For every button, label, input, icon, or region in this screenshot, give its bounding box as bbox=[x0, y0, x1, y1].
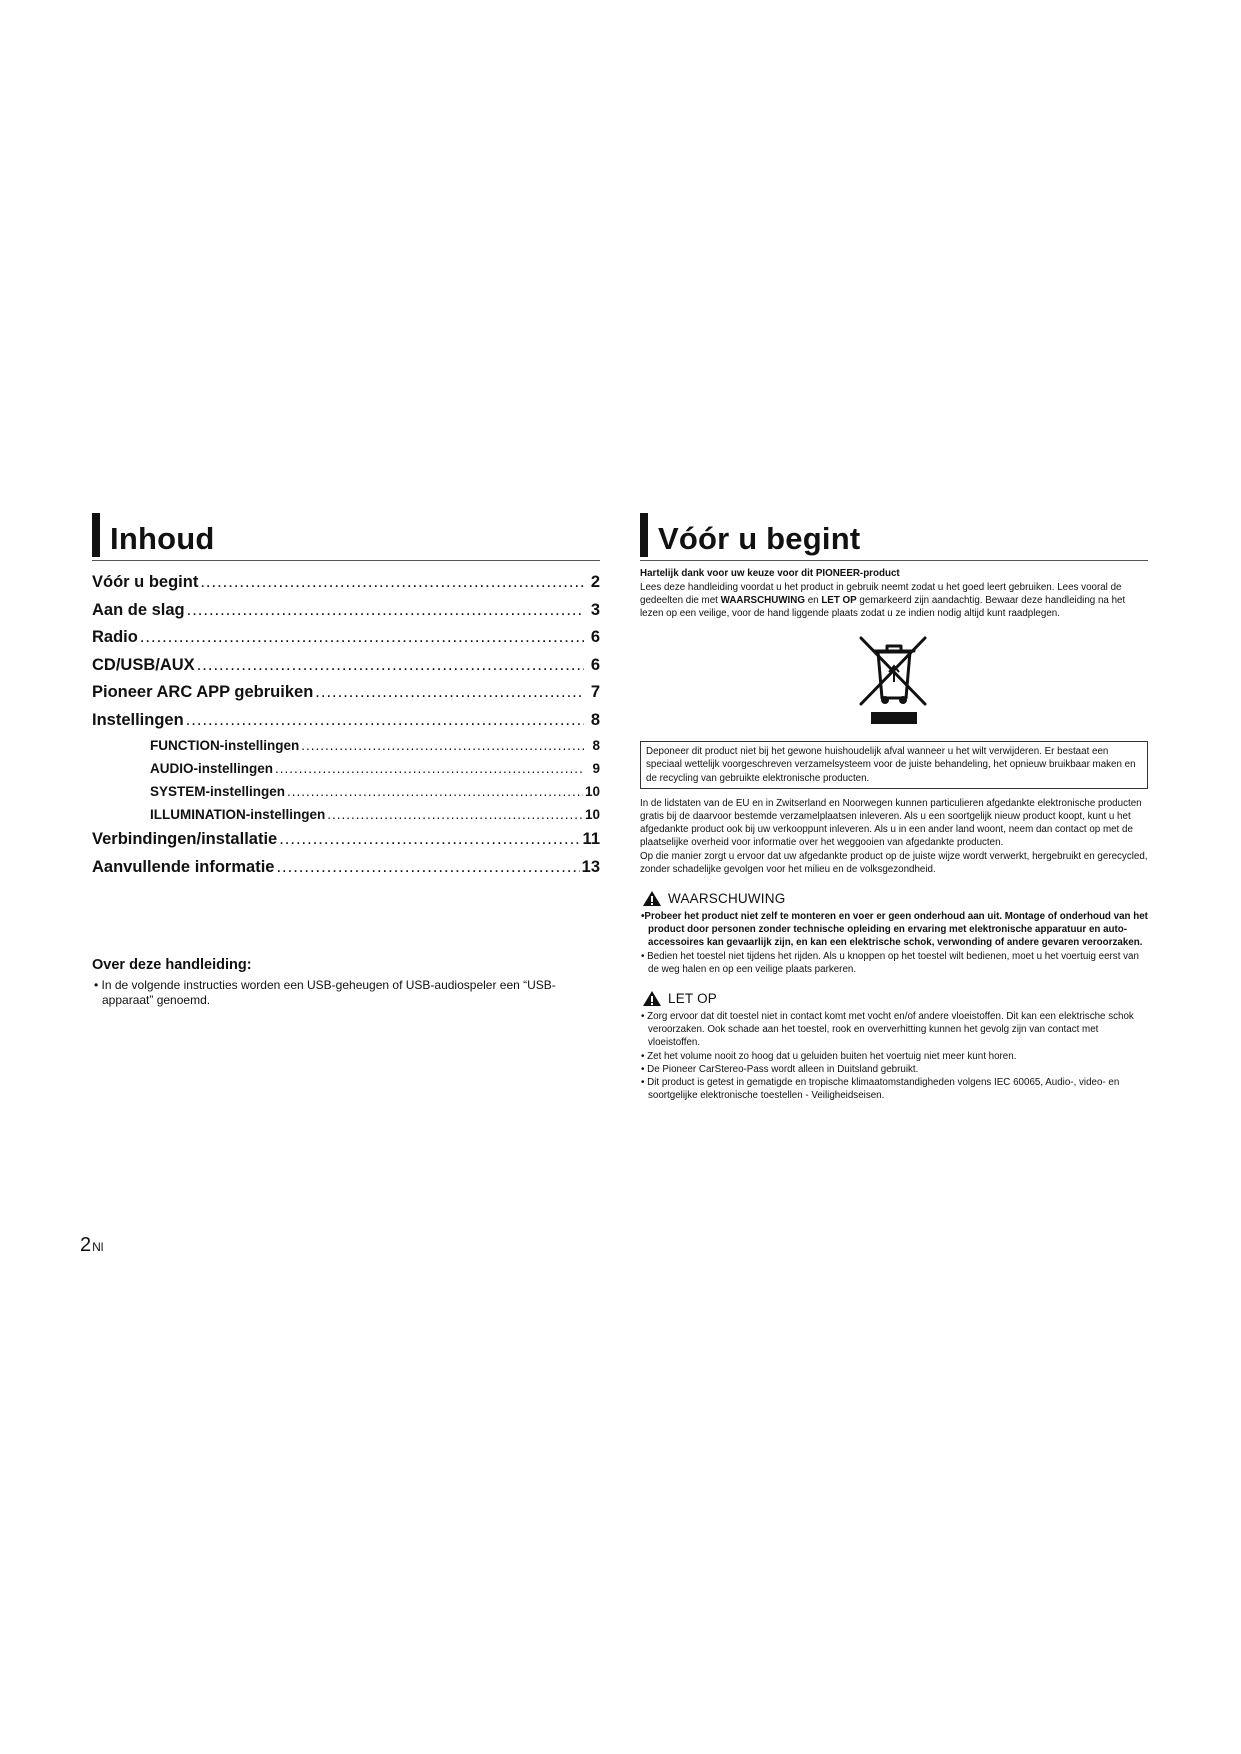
intro-title: Hartelijk dank voor uw keuze voor dit PIONEER-product bbox=[640, 568, 900, 579]
toc-entry[interactable] bbox=[92, 652, 600, 680]
page-language-code: Nl bbox=[92, 1240, 104, 1254]
toc-leader bbox=[197, 652, 584, 680]
toc-entry-label: Vóór u begint bbox=[92, 573, 199, 591]
toc-entry-label: CD/USB/AUX bbox=[92, 655, 195, 674]
before-you-start-column bbox=[640, 513, 1148, 1102]
toc-leader bbox=[287, 780, 583, 803]
warning-title: WAARSCHUWING bbox=[668, 890, 786, 906]
eu-disposal-info bbox=[640, 797, 1148, 876]
about-manual-title: Over deze handleiding: bbox=[92, 957, 252, 973]
toc-entry-page: 8 bbox=[590, 710, 600, 729]
toc-subentry-page: 8 bbox=[592, 738, 600, 753]
toc-entry[interactable] bbox=[92, 707, 600, 735]
caution-heading bbox=[640, 990, 1148, 1007]
toc-subentry-label: ILLUMINATION-instellingen bbox=[150, 807, 326, 822]
warning-triangle-icon bbox=[642, 890, 662, 907]
keyword-warning: WAARSCHUWING bbox=[720, 594, 805, 606]
toc-entry-page: 2 bbox=[590, 573, 600, 591]
caution-item: • Zet het volume nooit zo hoog dat u geluiden buiten het voertuig niet meer kunt horen. bbox=[641, 1050, 1017, 1062]
heading-bar bbox=[92, 513, 100, 557]
toc-leader bbox=[200, 569, 584, 597]
toc-subentry-page: 10 bbox=[584, 807, 600, 822]
toc-entry-page: 3 bbox=[590, 600, 600, 619]
caution-triangle-icon bbox=[642, 990, 662, 1007]
weee-symbol bbox=[640, 634, 1148, 731]
caution-title: LET OP bbox=[668, 990, 717, 1006]
eu-disposal-text-2: Op die manier zorgt u ervoor dat uw afgedankte product op de juiste wijze wordt verwerkt, hergebruikt en gerecycled, zonder schadelijke gevolgen voor het milieu en de volksgezondheid. bbox=[640, 850, 1148, 875]
disposal-notice-box bbox=[640, 741, 1148, 789]
toc-entry-label: Instellingen bbox=[92, 710, 184, 729]
eu-disposal-text: In de lidstaten van de EU en in Zwitserland en Noorwegen kunnen particulieren afgedankte elektronische producten gratis bij de daarvoor bestemde verzamelplaatsen inleveren. Als u een soortgelijk nieuw product koopt, kunt u het afgedankte product ook bij uw verkooppunt inleveren. Als u in een ander land woont, neem dan contact op met de plaatselijke overheid voor informatie over het weggooien van afgedankte producten. bbox=[640, 797, 1142, 849]
toc-entry[interactable] bbox=[92, 826, 600, 854]
toc-entry-label: Verbindingen/installatie bbox=[92, 830, 278, 848]
toc-entry[interactable] bbox=[92, 854, 600, 882]
caution-item: • Dit product is getest in gematigde en tropische klimaatomstandigheden volgens IEC 60065, Audio-, video- en soortgelijke elektronische toestellen - Veiligheidseisen. bbox=[641, 1076, 1120, 1102]
page-number-value: 2 bbox=[80, 1234, 92, 1256]
caution-item: • De Pioneer CarStereo-Pass wordt alleen in Duitsland gebruikt. bbox=[641, 1063, 919, 1075]
toc-leader bbox=[327, 803, 583, 826]
toc-entry[interactable] bbox=[92, 569, 600, 597]
toc-entry-label: Aan de slag bbox=[92, 600, 185, 619]
toc-subentry-page: 9 bbox=[592, 761, 600, 776]
crossed-out-wheelie-bin-icon bbox=[859, 634, 929, 731]
contents-column bbox=[92, 513, 600, 1008]
toc-subentry[interactable] bbox=[92, 780, 600, 803]
about-manual-text: • In de volgende instructies worden een USB-geheugen of USB-audiospeler een “USB-apparaat” genoemd. bbox=[94, 978, 556, 1007]
toc-entry-page: 6 bbox=[590, 628, 600, 646]
disposal-notice-text: Deponeer dit product niet bij het gewone huishoudelijk afval wanneer u het wilt verwijderen. Er bestaat een speciaal wettelijk voorgeschreven verzamelsysteem voor de juiste behandeling, het opnieuw bruikbaar maken en de recycling van gebruikte elektronische producten. bbox=[646, 746, 1136, 784]
contents-heading bbox=[92, 513, 600, 561]
toc-leader bbox=[301, 734, 584, 757]
toc-subentry[interactable] bbox=[92, 757, 600, 780]
toc-leader bbox=[186, 707, 584, 735]
toc-subentry-label: FUNCTION-instellingen bbox=[150, 738, 300, 753]
heading-bar bbox=[640, 513, 648, 557]
before-title: Vóór u begint bbox=[658, 521, 861, 556]
before-heading bbox=[640, 513, 1148, 561]
toc-leader bbox=[315, 679, 584, 707]
intro-text: Lees deze handleiding voordat u het product in gebruik neemt zodat u het goed leert gebruiken. Lees vooral de gedeelten die met WAARSCHUWING en LET OP gemarkeerd zijn aandachtig. Bewaar deze handleiding na het lezen op een veilige, voor de hand liggende plaats zodat u ze indien nodig altijd kunt raadplegen. bbox=[640, 581, 1126, 619]
toc-entry-page: 11 bbox=[582, 830, 600, 848]
table-of-contents bbox=[92, 569, 600, 881]
keyword-caution: LET OP bbox=[821, 594, 857, 606]
toc-entry-page: 7 bbox=[590, 683, 600, 701]
warning-item: •Probeer het product niet zelf te monteren en voer er geen onderhoud aan uit. Montage of onderhoud van het product door personen zonder technische opleiding en ervaring met elektronische apparatuur en auto-accessoires kan gevaarlijk zijn, en kan een elektrische schok, verwonding of andere gevaren veroorzaken. bbox=[641, 910, 1148, 949]
toc-leader bbox=[279, 826, 580, 854]
toc-subentry-page: 10 bbox=[584, 784, 600, 799]
page-number bbox=[80, 1234, 103, 1257]
warning-heading bbox=[640, 890, 1148, 907]
toc-entry-label: Radio bbox=[92, 628, 138, 646]
toc-entry[interactable] bbox=[92, 624, 600, 652]
toc-entry-label: Aanvullende informatie bbox=[92, 857, 275, 876]
toc-leader bbox=[187, 597, 584, 625]
toc-entry-page: 13 bbox=[581, 857, 600, 876]
contents-title: Inhoud bbox=[110, 521, 215, 556]
toc-entry[interactable] bbox=[92, 597, 600, 625]
toc-subentry-label: SYSTEM-instellingen bbox=[150, 784, 286, 799]
toc-subentry[interactable] bbox=[92, 803, 600, 826]
caution-item: • Zorg ervoor dat dit toestel niet in contact komt met vocht en/of andere vloeistoffen. Dit kan een elektrische schok veroorzaken. Ook schade aan het toestel, rook en oververhitting kunnen het gevolg zijn van contact met vloeistoffen. bbox=[641, 1010, 1134, 1049]
toc-leader bbox=[140, 624, 584, 652]
toc-entry-page: 6 bbox=[590, 655, 600, 674]
about-manual-section bbox=[92, 957, 600, 1008]
warning-item: • Bedien het toestel niet tijdens het rijden. Als u knoppen op het toestel wilt bedienen, moet u het voertuig eerst van de weg halen en op een veilige plaats parkeren. bbox=[641, 950, 1139, 975]
toc-entry[interactable] bbox=[92, 679, 600, 707]
toc-leader bbox=[275, 757, 584, 780]
toc-entry-label: Pioneer ARC APP gebruiken bbox=[92, 683, 314, 701]
toc-subentry-label: AUDIO-instellingen bbox=[150, 761, 274, 776]
toc-leader bbox=[276, 854, 579, 882]
toc-subentry[interactable] bbox=[92, 734, 600, 757]
